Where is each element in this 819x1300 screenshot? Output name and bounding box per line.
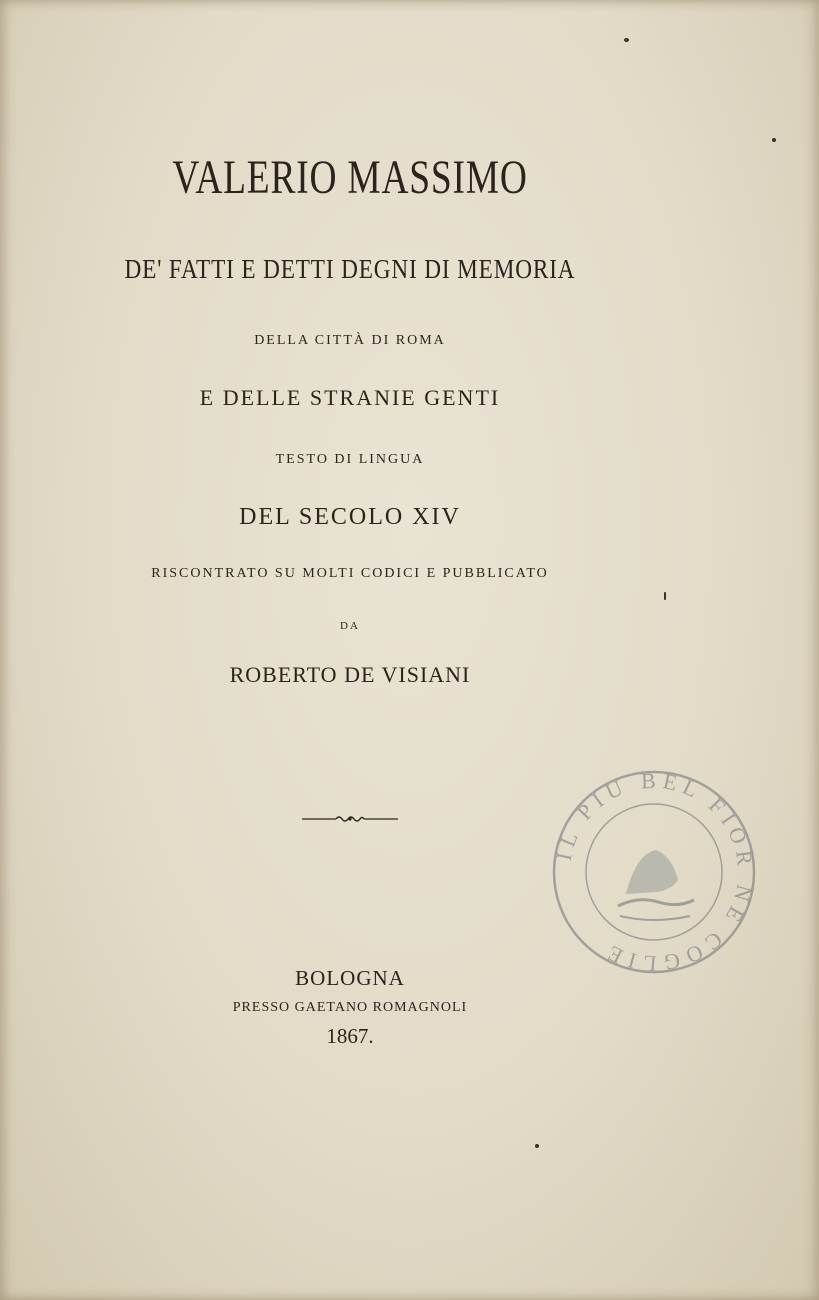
ornament-divider: [300, 812, 400, 826]
imprint-year: 1867.: [326, 1024, 374, 1048]
library-stamp: [548, 766, 760, 978]
imprint-city: BOLOGNA: [295, 966, 405, 990]
text-type-line: TESTO DI LINGUA: [275, 452, 425, 467]
paper-speck: [664, 592, 666, 600]
imprint-publisher: PRESSO GAETANO ROMAGNOLI: [232, 1000, 468, 1015]
editor-name: ROBERTO DE VISIANI: [229, 662, 471, 687]
author-title: VALERIO MASSIMO: [172, 151, 528, 204]
subtitle-city: DELLA CITTÀ DI ROMA: [254, 333, 446, 348]
paper-speck: [772, 138, 776, 142]
collation-line: RISCONTRATO SU MOLTI CODICI E PUBBLICATO: [151, 566, 549, 581]
by-line: DA: [340, 620, 360, 632]
subtitle-peoples: E DELLE STRANIE GENTI: [199, 385, 501, 410]
work-title: DE' FATTI E DETTI DEGNI DI MEMORIA: [124, 254, 576, 284]
century-line: DEL SECOLO XIV: [239, 504, 461, 530]
stamp-text: IL PIU BEL FIOR NE COGLIE: [550, 767, 759, 977]
paper-speck: [535, 1144, 539, 1148]
paper-speck: [624, 38, 629, 42]
